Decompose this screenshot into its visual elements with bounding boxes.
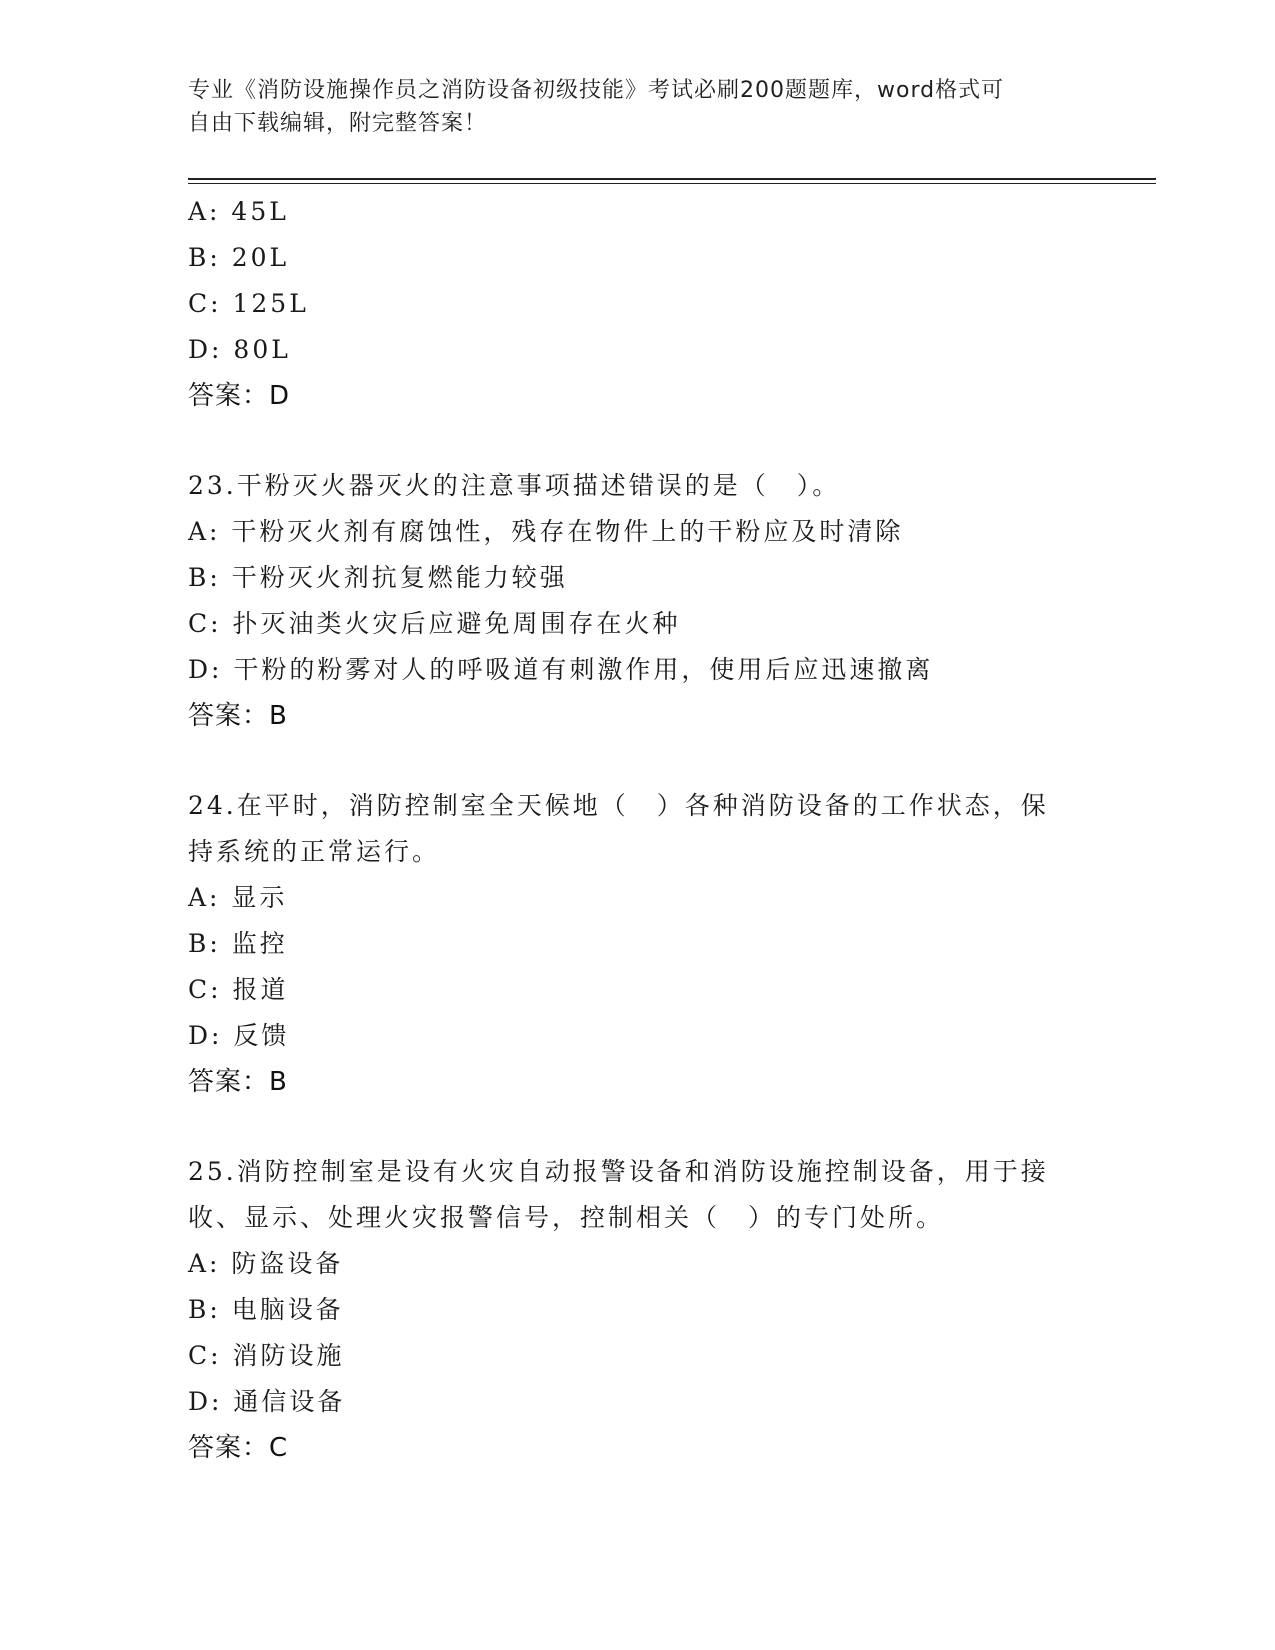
option-a: A: 干粉灭火剂有腐蚀性，残存在物件上的干粉应及时清除 <box>188 517 904 546</box>
answer-text: 答案：C <box>188 1433 289 1463</box>
header-line-1: 专业《消防设施操作员之消防设备初级技能》考试必刷200题题库，word格式可 <box>188 78 1005 103</box>
option-a: A: 显示 <box>188 883 288 912</box>
answer-text: 答案：B <box>188 1067 288 1097</box>
question-stem: 24.在平时，消防控制室全天候地（ ）各种消防设备的工作状态，保持系统的正常运行。 <box>188 791 1049 866</box>
option-b: B: 20L <box>188 243 290 272</box>
question-list <box>188 189 1088 1471</box>
header-divider-thin <box>188 183 1156 184</box>
option-c: C: 扑灭油类火灾后应避免周围存在火种 <box>188 609 681 638</box>
question-23 <box>188 463 1088 739</box>
option-c: C: 125L <box>188 289 309 318</box>
spacer <box>188 739 1088 783</box>
option-b: B: 电脑设备 <box>188 1295 344 1324</box>
option-d: D: 干粉的粉雾对人的呼吸道有刺激作用，使用后应迅速撤离 <box>188 655 934 684</box>
spacer <box>188 419 1088 463</box>
option-d: D: 80L <box>188 335 291 364</box>
option-b: B: 监控 <box>188 929 288 958</box>
option-d: D: 反馈 <box>188 1021 290 1050</box>
spacer <box>188 1105 1088 1149</box>
option-b: B: 干粉灭火剂抗复燃能力较强 <box>188 563 568 592</box>
question-stem: 23.干粉灭火器灭火的注意事项描述错误的是（ ）。 <box>188 471 841 500</box>
question-22-partial <box>188 189 1088 419</box>
option-c: C: 报道 <box>188 975 289 1004</box>
option-c: C: 消防设施 <box>188 1341 345 1370</box>
question-stem: 25.消防控制室是设有火灾自动报警设备和消防设施控制设备，用于接收、显示、处理火灾报警信号，控制相关（ ）的专门处所。 <box>188 1157 1049 1232</box>
option-a: A: 45L <box>188 197 289 226</box>
answer-text: 答案：D <box>188 381 291 411</box>
question-25 <box>188 1149 1088 1471</box>
header-line-2: 自由下载编辑，附完整答案！ <box>188 111 488 136</box>
option-d: D: 通信设备 <box>188 1387 346 1416</box>
question-24 <box>188 783 1088 1105</box>
option-a: A: 防盗设备 <box>188 1249 344 1278</box>
document-header <box>188 74 1088 140</box>
header-divider-thick <box>188 178 1156 180</box>
answer-text: 答案：B <box>188 701 288 731</box>
